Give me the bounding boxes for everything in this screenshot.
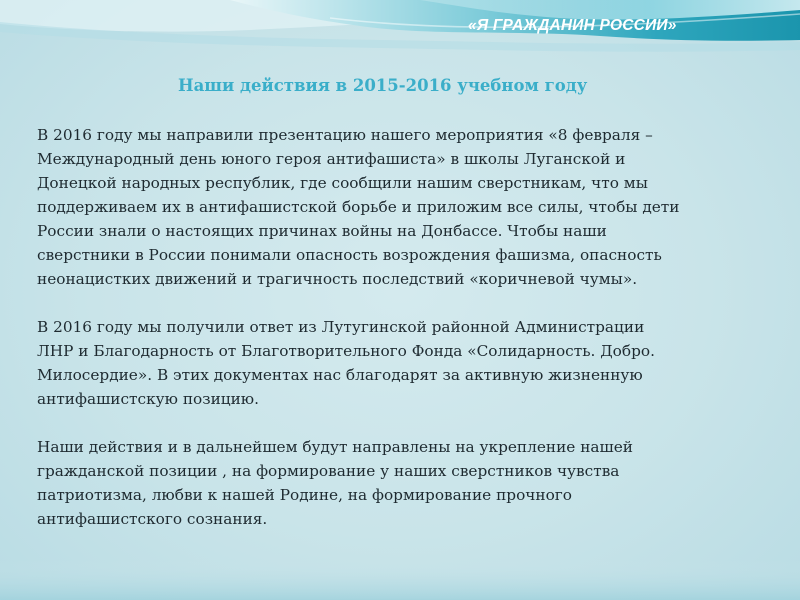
paragraph-presentation-sent: В 2016 году мы направили презентацию нашего мероприятия «8 февраля – Международный день юного героя антифашиста» в школы Луганской и Донецкой народных республик, где сообщили нашим сверстникам, что мы поддерживаем их в антифашистской борьбе и приложим все силы, чтобы дети России знали о настоящих причинах войны на Донбассе. Чтобы наши сверстники в России понимали опасность возрождения фашизма, опасность неонацистких движений и трагичность последствий «коричневой чумы». (37, 126, 680, 288)
header-title: «Я ГРАЖДАНИН РОССИИ» (468, 17, 677, 34)
body-text (37, 123, 777, 555)
section-title: Наши действия в 2015-2016 учебном году (178, 76, 588, 95)
paragraph-future-actions: Наши действия и в дальнейшем будут направлены на укрепление нашей гражданской позиции , на формирование у наших сверстников чувства патриотизма, любви к нашей Родине, на формирование прочного антифашистского сознания. (37, 438, 633, 528)
paragraph-response-received: В 2016 году мы получили ответ из Лутугинской районной Администрации ЛНР и Благодарность от Благотворительного Фонда «Солидарность. Добро. Милосердие». В этих документах нас благодарят за активную жизненную антифашистскую позицию. (37, 318, 655, 408)
